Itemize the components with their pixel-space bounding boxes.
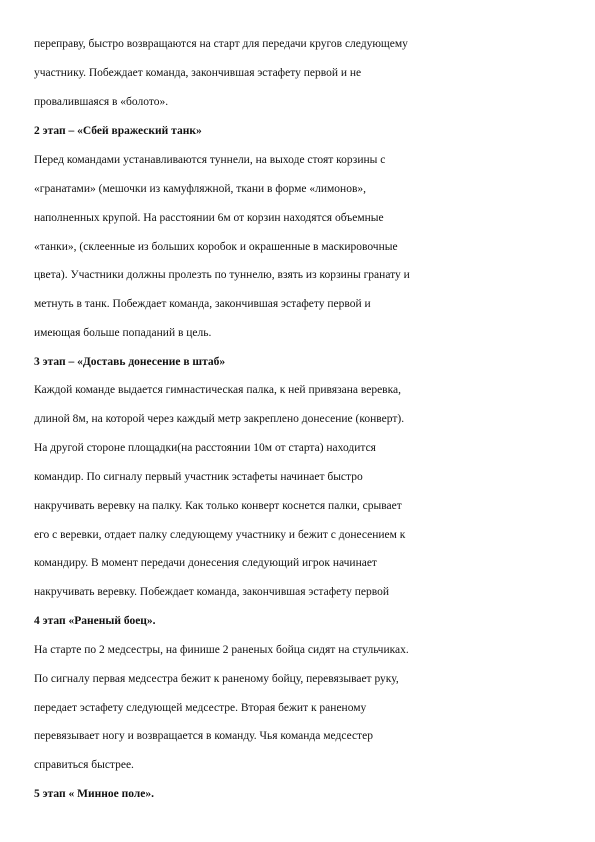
text-line: накручивать веревку на палку. Как только конверт коснется палки, срывает [34, 500, 402, 512]
text-line: длиной 8м, на которой через каждый метр закреплено донесение (конверт). [34, 413, 405, 425]
text-line: По сигналу первая медсестра бежит к раненому бойцу, перевязывает руку, [34, 673, 399, 685]
text-line: перевязывает ногу и возвращается в команду. Чья команда медсестер [34, 730, 373, 742]
section-heading: 5 этап « Минное поле». [34, 788, 154, 800]
text-line: Каждой команде выдается гимнастическая палка, к ней привязана веревка, [34, 384, 401, 396]
text-line: его с веревки, отдает палку следующему участнику и бежит с донесением к [34, 529, 406, 541]
section-heading: 2 этап – «Сбей вражеский танк» [34, 125, 202, 137]
text-line: передает эстафету следующей медсестре. Вторая бежит к раненому [34, 702, 367, 714]
text-line: имеющая больше попаданий в цель. [34, 327, 212, 339]
text-line: командир. По сигналу первый участник эстафеты начинает быстро [34, 471, 363, 483]
text-line: «танки», (склеенные из больших коробок и окрашенные в маскировочные [34, 241, 398, 253]
text-line: провалившаяся в «болото». [34, 96, 169, 108]
text-line: справиться быстрее. [34, 759, 134, 771]
text-line: участнику. Побеждает команда, закончившая эстафету первой и не [34, 67, 362, 79]
text-line: «гранатами» (мешочки из камуфляжной, ткани в форме «лимонов», [34, 183, 367, 195]
text-line: На другой стороне площадки(на расстоянии 10м от старта) находится [34, 442, 376, 454]
section-heading: 4 этап «Раненый боец». [34, 615, 156, 627]
text-line: цвета). Участники должны пролезть по туннелю, взять из корзины гранату и [34, 269, 410, 281]
section-heading: 3 этап – «Доставь донесение в штаб» [34, 356, 226, 368]
text-line: накручивать веревку. Побеждает команда, закончившая эстафету первой [34, 586, 390, 598]
text-line: Перед командами устанавливаются туннели, на выходе стоят корзины с [34, 154, 386, 166]
text-line: командиру. В момент передачи донесения следующий игрок начинает [34, 557, 377, 569]
text-line: наполненных крупой. На расстоянии 6м от корзин находятся объемные [34, 212, 384, 224]
text-line: переправу, быстро возвращаются на старт для передачи кругов следующему [34, 38, 408, 50]
text-line: метнуть в танк. Побеждает команда, закончившая эстафету первой и [34, 298, 371, 310]
text-line: На старте по 2 медсестры, на финише 2 раненых бойца сидят на стульчиках. [34, 644, 409, 656]
